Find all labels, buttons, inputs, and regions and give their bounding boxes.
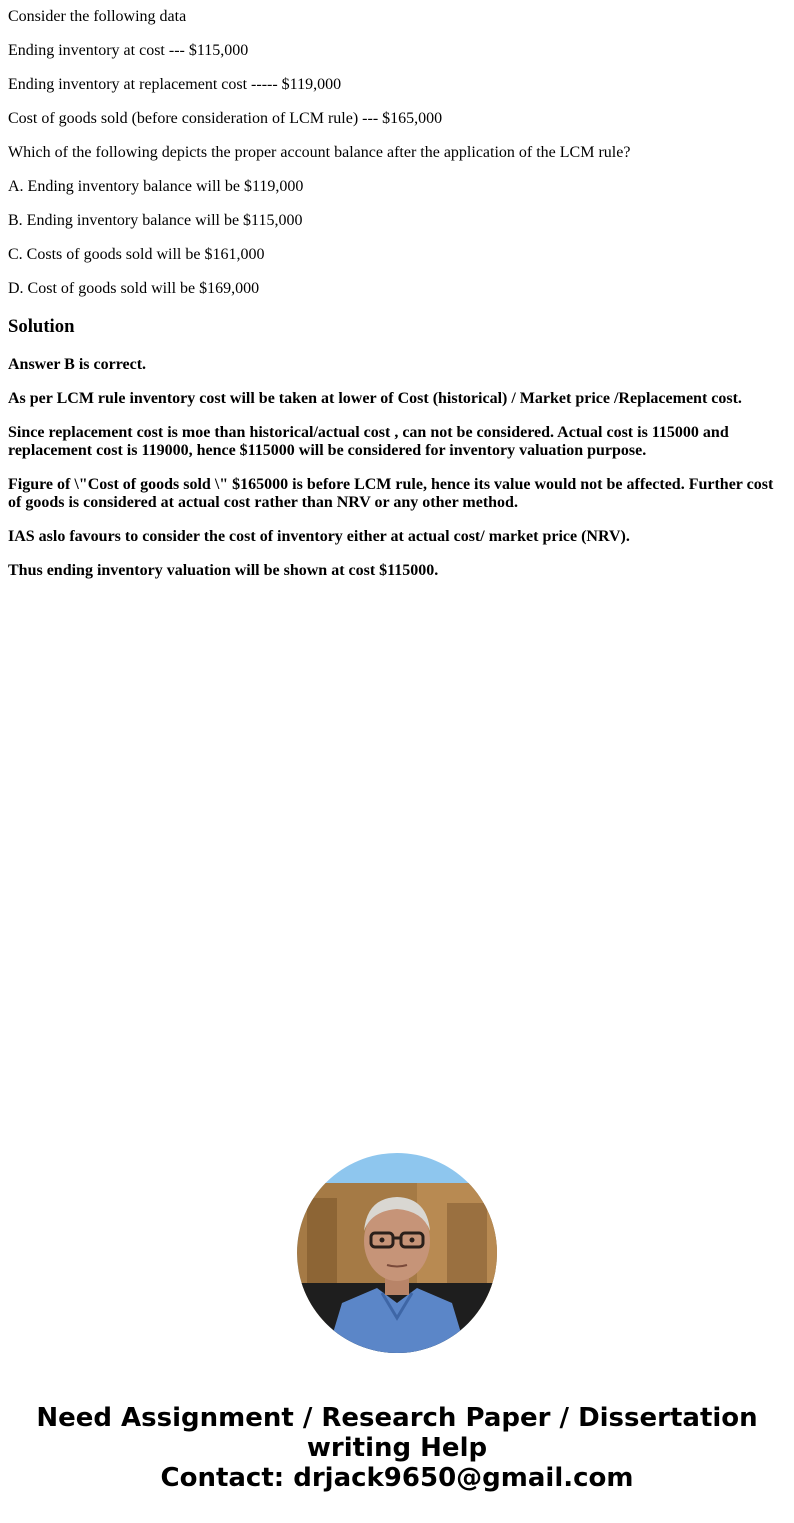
question-line-replacement: Ending inventory at replacement cost ----- $119,000 (8, 76, 342, 93)
contact-footer (0, 1403, 794, 1493)
avatar-portrait-icon (297, 1153, 497, 1353)
solution-rule: As per LCM rule inventory cost will be taken at lower of Cost (historical) / Market price /Replacement cost. (8, 390, 742, 407)
solution-ias-note: IAS aslo favours to consider the cost of inventory either at actual cost/ market price (NRV). (8, 528, 630, 545)
document-body (8, 0, 786, 596)
footer-line-2: writing Help (306, 1433, 488, 1463)
question-line-cost: Ending inventory at cost --- $115,000 (8, 42, 249, 59)
question-prompt: Which of the following depicts the proper account balance after the application of the LCM rule? (8, 144, 631, 161)
question-line-intro: Consider the following data (8, 8, 187, 25)
option-d: D. Cost of goods sold will be $169,000 (8, 280, 260, 297)
option-c: C. Costs of goods sold will be $161,000 (8, 246, 265, 263)
solution-conclusion: Thus ending inventory valuation will be shown at cost $115000. (8, 562, 439, 579)
solution-heading: Solution (8, 316, 75, 337)
footer-line-1: Need Assignment / Research Paper / Dissertation (36, 1403, 758, 1433)
option-a: A. Ending inventory balance will be $119,000 (8, 178, 304, 195)
question-line-cogs: Cost of goods sold (before consideration of LCM rule) --- $165,000 (8, 110, 443, 127)
avatar (297, 1153, 497, 1353)
solution-reasoning: Since replacement cost is moe than historical/actual cost , can not be considered. Actual cost is 115000 and replacement cost is 119000, hence $115000 will be considered for inventory valuation purpose. (8, 424, 729, 459)
solution-cogs-note: Figure of \"Cost of goods sold \" $165000 is before LCM rule, hence its value would not be affected. Further cost of goods is considered at actual cost rather than NRV or any other method. (8, 476, 774, 511)
option-b: B. Ending inventory balance will be $115,000 (8, 212, 303, 229)
solution-answer: Answer B is correct. (8, 356, 147, 373)
footer-contact-email[interactable]: Contact: drjack9650@gmail.com (160, 1463, 634, 1493)
